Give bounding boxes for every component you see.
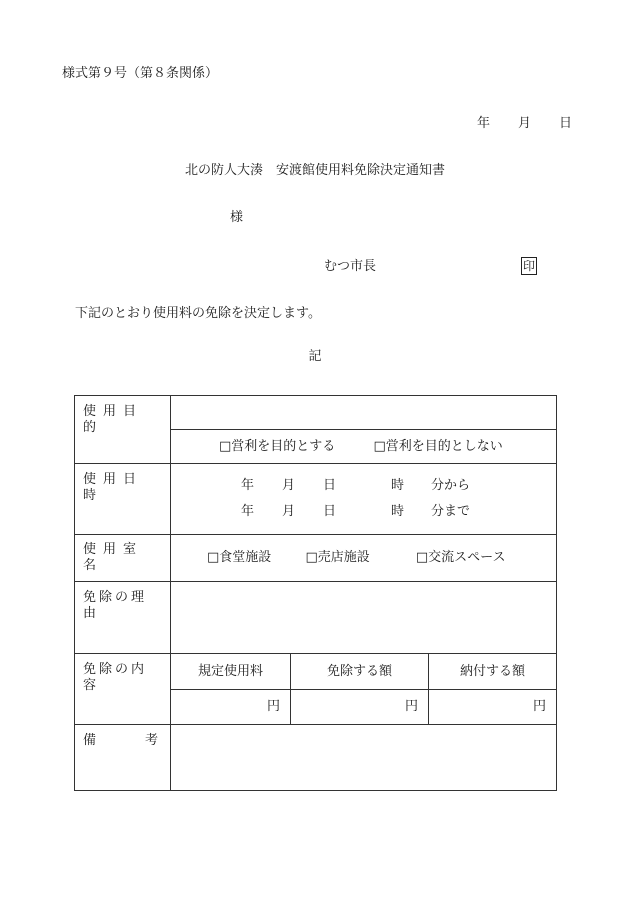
content-label: 免除の内容: [83, 662, 148, 693]
fee-amount-cell[interactable]: [171, 690, 291, 725]
remarks-label: [83, 733, 158, 749]
datetime-end: [171, 499, 556, 525]
room-label-cell: [75, 535, 171, 582]
purpose-label-cell: [75, 396, 171, 464]
end-day: 日: [323, 504, 337, 519]
purpose-input-cell[interactable]: [171, 396, 557, 430]
exempt-header: 免除する額: [291, 654, 429, 690]
document-title: 北の防人大湊 安渡館使用料免除決定通知書: [184, 163, 445, 178]
room-option-cafeteria[interactable]: □食堂施設: [207, 550, 272, 565]
purpose-options-cell: [171, 430, 557, 464]
datetime-label-cell: [75, 464, 171, 535]
reason-label-cell: [75, 582, 171, 654]
exemption-form-table: [74, 395, 557, 791]
room-option-shop[interactable]: □売店施設: [305, 550, 370, 565]
option-noncommercial[interactable]: □営利を目的としない: [373, 438, 503, 454]
date-day-label: 日: [559, 116, 573, 131]
datetime-start: [171, 473, 556, 499]
payment-unit: 円: [533, 699, 547, 714]
exempt-amount-cell[interactable]: [291, 690, 429, 725]
datetime-cell[interactable]: [171, 464, 557, 535]
end-month: 月: [282, 504, 296, 519]
remarks-label-second: 考: [144, 733, 158, 748]
start-from: 分から: [431, 478, 471, 493]
payment-header: 納付する額: [429, 654, 557, 690]
date-year-label: 年: [477, 116, 491, 131]
ki-heading: 記: [308, 349, 322, 364]
addressee-suffix: 様: [230, 210, 244, 225]
seal-mark: 印: [522, 259, 535, 273]
remarks-input-cell[interactable]: [171, 725, 557, 791]
content-label-cell: [75, 654, 171, 725]
remarks-row: [75, 725, 557, 791]
payment-amount-cell[interactable]: [429, 690, 557, 725]
option-commercial[interactable]: □営利を目的とする: [219, 438, 336, 454]
room-label: 使用室名: [83, 542, 144, 573]
purpose-label: 使用目的: [83, 404, 144, 435]
exempt-unit: 円: [404, 699, 418, 714]
remarks-label-first: 備: [83, 733, 97, 748]
body-text: 下記のとおり使用料の免除を決定します。: [75, 306, 321, 321]
reason-input-cell[interactable]: [171, 582, 557, 654]
datetime-label: 使用日時: [83, 472, 144, 503]
start-year: 年: [241, 478, 255, 493]
end-to: 分まで: [431, 504, 471, 519]
purpose-row: [75, 396, 557, 430]
end-year: 年: [241, 504, 255, 519]
room-row: [75, 535, 557, 582]
content-header-row: [75, 654, 557, 690]
issuer-name: むつ市長: [324, 259, 377, 274]
reason-label: 免除の理由: [83, 590, 148, 621]
start-day: 日: [323, 478, 337, 493]
fee-unit: 円: [266, 699, 280, 714]
room-option-exchange-space[interactable]: □交流スペース: [415, 550, 506, 565]
fee-header: 規定使用料: [171, 654, 291, 690]
room-options-cell: [171, 535, 557, 582]
end-hour: 時: [391, 504, 405, 519]
form-number: 様式第９号（第８条関係）: [62, 66, 219, 81]
start-month: 月: [282, 478, 296, 493]
start-hour: 時: [391, 478, 405, 493]
remarks-label-cell: [75, 725, 171, 791]
date-month-label: 月: [518, 116, 532, 131]
reason-row: [75, 582, 557, 654]
datetime-row: [75, 464, 557, 535]
